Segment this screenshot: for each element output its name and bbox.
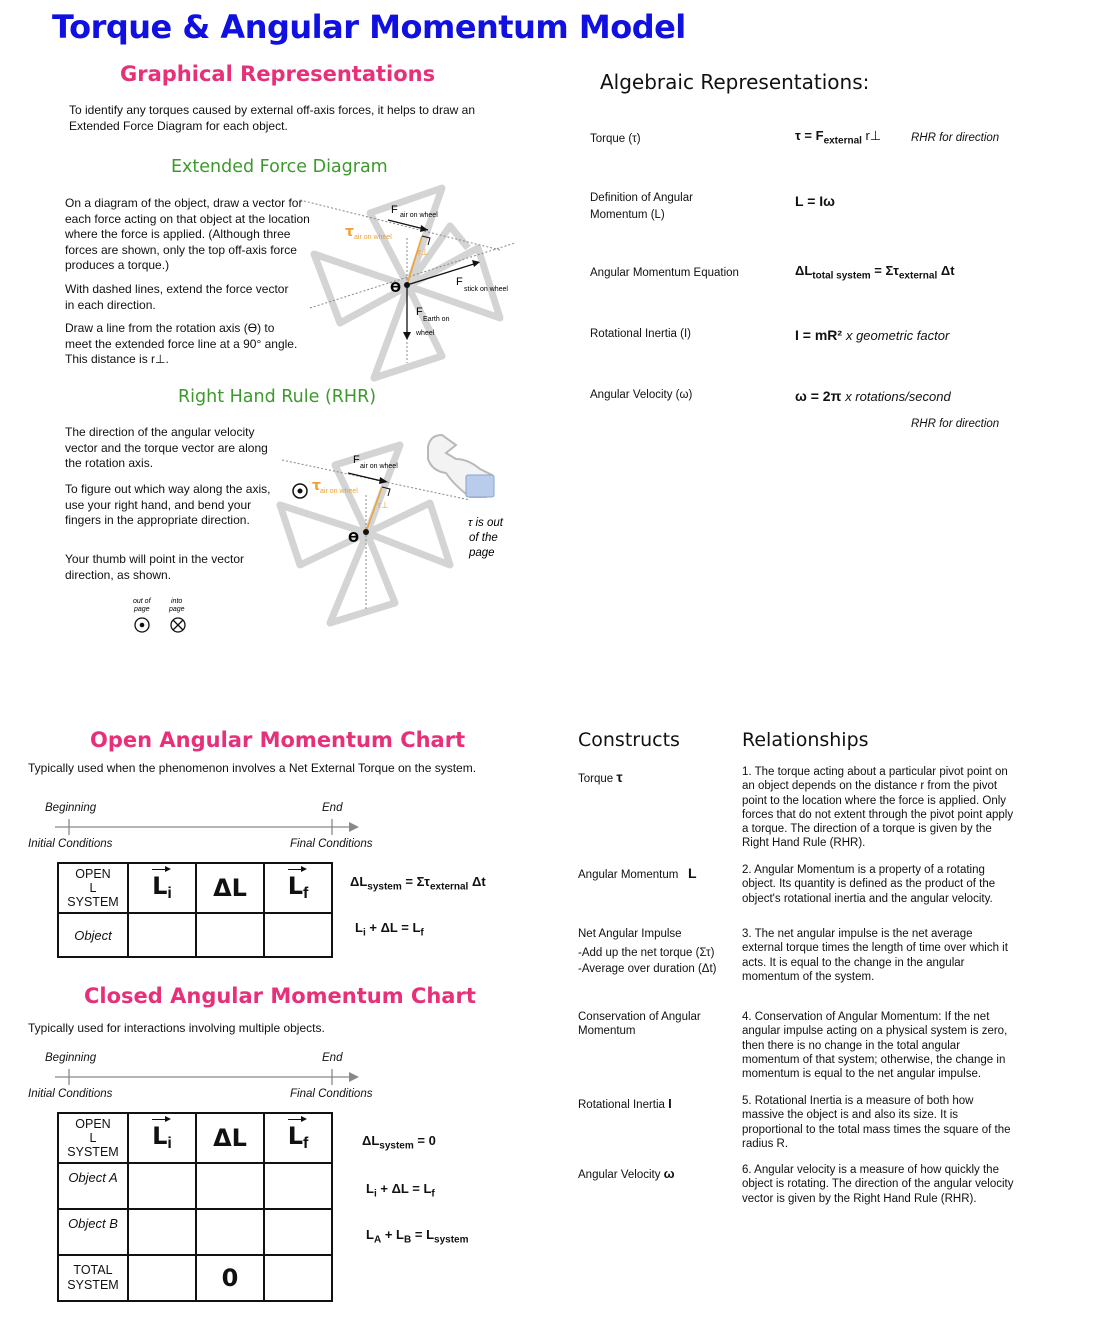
right-hand-icon <box>428 435 494 497</box>
closed-final-label: Final Conditions <box>290 1088 373 1100</box>
open-chart-table <box>57 862 333 958</box>
svg-text:page: page <box>469 547 495 559</box>
svg-text:r⊥: r⊥ <box>378 500 389 510</box>
svg-text:air on wheel: air on wheel <box>320 488 358 495</box>
svg-text:of the: of the <box>469 532 498 544</box>
alg-torque-formula: $\tau = F_{external}$ r⊥ <box>795 128 882 147</box>
efd-heading: Extended Force Diagram <box>171 157 388 177</box>
svg-text:τ is out: τ is out <box>468 517 503 529</box>
svg-text:page: page <box>134 606 150 613</box>
closed-total-delta: 0 <box>196 1255 264 1301</box>
svg-text:air on wheel: air on wheel <box>400 212 438 219</box>
open-header-li: $L_i$ <box>128 863 196 913</box>
open-beginning-label: Beginning <box>45 802 97 814</box>
open-eq-2: $L_i + \Delta L = L_f$ <box>355 920 424 939</box>
relationship-2: 2. Angular Momentum is a property of a rotating object. Its quantity is defined as the product of the object's rotational inertia and the angular velocity. <box>742 864 996 905</box>
f-air-label: F <box>391 204 398 216</box>
svg-text:F: F <box>416 306 423 318</box>
open-header-delta-l: ΔL <box>196 863 264 913</box>
extended-force-diagram <box>270 178 540 383</box>
construct-torque: Torque τ <box>578 769 623 785</box>
closed-row-total: TOTAL SYSTEM <box>58 1255 128 1301</box>
rhr-heading: Right Hand Rule (RHR) <box>178 387 377 407</box>
rhr-diagram <box>270 425 530 635</box>
closed-end-label: End <box>322 1052 343 1064</box>
open-final-label: Final Conditions <box>290 838 373 850</box>
closed-eq-2: $L_i + \Delta L = L_f$ <box>366 1181 435 1200</box>
alg-angmom-label-2: Momentum (L) <box>590 209 665 221</box>
construct-angular-momentum: Angular Momentum L <box>578 865 697 881</box>
svg-text:wheel: wheel <box>416 330 435 337</box>
open-initial-label: Initial Conditions <box>28 838 113 850</box>
svg-text:page: page <box>169 606 185 613</box>
construct-net-impulse: Net Angular Impulse -Add up the net torque (Στ) -Average over duration (Δt) <box>578 928 717 975</box>
construct-conservation: Conservation of Angular Momentum <box>578 1011 701 1038</box>
closed-eq-3: $L_A + L_B = L_{system}$ <box>366 1227 469 1246</box>
open-chart-intro: Typically used when the phenomenon involves a Net External Torque on the system. <box>28 761 477 775</box>
construct-angular-velocity: Angular Velocity ω <box>578 1166 675 1181</box>
relationship-4: 4. Conservation of Angular Momentum: If the net angular impulse acting on a physical system is zero, then there is no change in the total angular momentum of that system; otherwise, the change in momentum is equal to the net angular impulse. <box>742 1011 1008 1081</box>
rhr-paragraph-3: Your thumb will point in the vector direction, as shown. <box>65 552 244 582</box>
r-perp-label: r⊥ <box>418 247 429 257</box>
alg-torque-note: RHR for direction <box>911 132 1000 144</box>
alg-angmom-eq-label: Angular Momentum Equation <box>590 267 739 279</box>
closed-beginning-label: Beginning <box>45 1052 97 1064</box>
closed-initial-label: Initial Conditions <box>28 1088 113 1100</box>
open-header-lf: $L_f$ <box>264 863 332 913</box>
closed-chart-table <box>57 1112 333 1302</box>
svg-text:τ: τ <box>312 478 321 494</box>
tau-label: τ <box>345 224 354 240</box>
closed-chart-heading: Closed Angular Momentum Chart <box>84 984 476 1008</box>
closed-eq-1: $\Delta L_{system} = 0$ <box>362 1133 436 1152</box>
open-row-object: Object <box>58 913 128 957</box>
relationship-6: 6. Angular velocity is a measure of how quickly the object is rotating. The direction of the angular velocity vector is given by the Right Hand Rule (RHR). <box>742 1164 1014 1205</box>
svg-text:stick on wheel: stick on wheel <box>464 286 508 293</box>
rotation-axis-label: ϴ <box>390 281 402 296</box>
closed-row-object-a: Object A <box>58 1163 128 1209</box>
alg-torque-label: Torque (τ) <box>590 133 641 145</box>
page-title: Torque & Angular Momentum Model <box>52 8 686 46</box>
alg-angmom-label-1: Definition of Angular <box>590 192 693 204</box>
alg-angmom-eq-formula: $\Delta L_{total system} = \Sigma\tau_{external}$ Δt <box>795 263 955 282</box>
open-eq-1: $\Delta L_{system} = \Sigma\tau_{external}$ Δt <box>350 874 486 893</box>
closed-header-delta-l: ΔL <box>196 1113 264 1163</box>
graphical-heading: Graphical Representations <box>120 62 436 86</box>
rhr-paragraph-1: The direction of the angular velocity vector and the torque vector are along the rotation axis. <box>65 425 268 470</box>
construct-rotational-inertia: Rotational Inertia I <box>578 1096 672 1111</box>
svg-text:into: into <box>171 598 183 605</box>
svg-text:out of: out of <box>133 598 151 605</box>
closed-header-li: $L_i$ <box>128 1113 196 1163</box>
relationship-5: 5. Rotational Inertia is a measure of both how massive the object is and also its size. It is proportional to the total mass times the square of the radius R. <box>742 1095 1011 1150</box>
efd-paragraph-2: With dashed lines, extend the force vector in each direction. <box>65 282 289 312</box>
open-chart-heading: Open Angular Momentum Chart <box>90 728 466 752</box>
alg-inertia-formula: I = mR² x geometric factor <box>795 327 950 343</box>
alg-angvel-formula: ω = 2π x rotations/second <box>795 388 951 404</box>
closed-row-object-b: Object B <box>58 1209 128 1255</box>
relationship-3: 3. The net angular impulse is the net average external torque times the length of time over which it acts. It is equal to the change in the angular momentum of the system. <box>742 928 1008 983</box>
svg-text:Earth on: Earth on <box>423 316 450 323</box>
graphical-intro: To identify any torques caused by external off-axis forces, it helps to draw an Extended Force Diagram for each object. <box>69 103 475 133</box>
alg-angvel-note: RHR for direction <box>911 418 1000 430</box>
alg-angvel-label: Angular Velocity (ω) <box>590 389 693 401</box>
rhr-paragraph-2: To figure out which way along the axis, use your right hand, and bend your fingers in the appropriate direction. <box>65 482 271 527</box>
svg-text:F: F <box>456 276 463 288</box>
algebraic-heading: Algebraic Representations: <box>600 70 870 94</box>
open-end-label: End <box>322 802 343 814</box>
open-timeline <box>55 817 365 837</box>
relationships-heading: Relationships <box>742 729 869 751</box>
open-header-system: OPEN L SYSTEM <box>58 863 128 913</box>
efd-paragraph-1: On a diagram of the object, draw a vector for each force acting on that object at the location where the force is applied. (Although three forces are shown, only the top off-axis force produces a torque.) <box>65 196 310 272</box>
relationship-1: 1. The torque acting about a particular pivot point on an object depends on the distance r from the pivot point to the location where the force is applied. Only forces that do not extent through the pivot point apply a torque. The direction of a torque is given by the Right Hand Rule (RHR). <box>742 766 1014 850</box>
constructs-heading: Constructs <box>578 729 680 751</box>
svg-text:air on wheel: air on wheel <box>360 463 398 470</box>
alg-angmom-formula: L = Iω <box>795 193 835 209</box>
closed-header-system: OPEN L SYSTEM <box>58 1113 128 1163</box>
svg-text:F: F <box>353 454 360 466</box>
closed-chart-intro: Typically used for interactions involving multiple objects. <box>28 1021 325 1035</box>
efd-paragraph-3: Draw a line from the rotation axis (ϴ) to meet the extended force line at a 90° angle. This distance is r⊥. <box>65 321 298 366</box>
svg-text:ϴ: ϴ <box>348 531 360 546</box>
closed-timeline <box>55 1067 365 1087</box>
svg-text:air on wheel: air on wheel <box>354 234 392 241</box>
direction-legend <box>125 595 205 637</box>
closed-header-lf: $L_f$ <box>264 1113 332 1163</box>
air-force-extension <box>300 200 500 250</box>
alg-inertia-label: Rotational Inertia (I) <box>590 328 691 340</box>
